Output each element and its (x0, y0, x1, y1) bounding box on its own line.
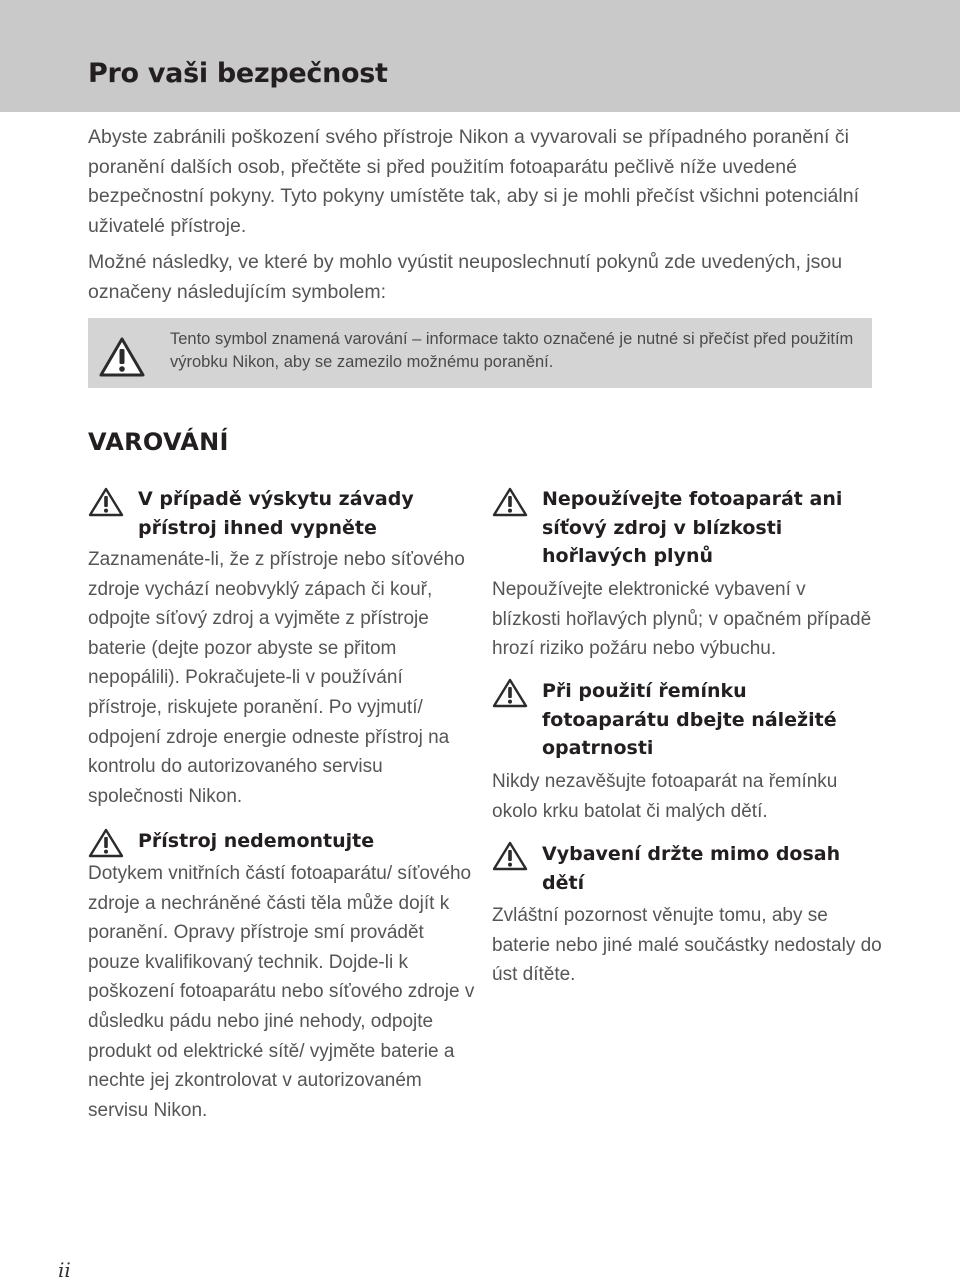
section-heading-varovani: VAROVÁNÍ (88, 428, 229, 456)
warning-body-disassemble: Dotykem vnitřních částí fotoaparátu/ síťového zdroje a nechráněné části těla může dojít k poranění. Opravy přístroje smí provádět pouze kvalifikovaný technik. Dojde-li k poškození fotoaparátu nebo síťového zdroje v důsledku pádu nebo jiné nehody, odpojte produkt od elektrické sítě/ vyjměte baterie a nechte jej zkontrolovat v autorizovaném servisu Nikon. (88, 863, 475, 1121)
intro-paragraph-symbol: Možné následky, ve které by mohlo vyústit neuposlechnutí pokynů zde uvedených, jsou označeny následujícím symbolem: (88, 251, 843, 303)
warning-body-flammable-gas: Nepoužívejte elektronické vybavení v blízkosti hořlavých plynů; v opačném případě hrozí riziko požáru nebo výbuchu. (492, 579, 872, 660)
warning-triangle-icon (98, 336, 146, 383)
page-title: Pro vaši bezpečnost (88, 58, 388, 89)
warning-title-flammable-gas: Nepoužívejte fotoaparát ani síťový zdroj v blízkosti hořlavých plynů (542, 488, 843, 567)
warning-title-disassemble: Přístroj nedemontujte (138, 830, 375, 852)
warning-body-strap: Nikdy nezavěšujte fotoaparát na řemínku okolo krku batolat či malých dětí. (492, 771, 838, 822)
warning-body-children: Zvláštní pozornost věnujte tomu, aby se baterie nebo jiné malé součástky nedostaly do úst dítěte. (492, 905, 882, 986)
warning-triangle-icon (492, 841, 528, 876)
warning-body-malfunction: Zaznamenáte-li, že z přístroje nebo síťového zdroje vychází neobvyklý zápach či kouř, odpojte síťový zdroj a vyjměte z přístroje baterie (dejte pozor abyste se přitom nepopálili). Pokračujete-li v používání přístroje, riskujete poranění. Po vyjmutí/ odpojení zdroje energie odneste přístroj na kontrolu do autorizovaného servisu společnosti Nikon. (88, 549, 465, 807)
warning-title-strap: Při použití řemínku fotoaparátu dbejte náležité opatrnosti (542, 680, 837, 759)
intro-paragraph: Abyste zabránili poškození svého přístroje Nikon a vyvarovali se případného poranění či poranění dalších osob, přečtěte si před použitím fotoaparátu pečlivě níže uvedené bezpečnostní pokyny. Tyto pokyny umístěte tak, aby si je mohli přečíst všichni potenciální uživatelé přístroje. (88, 126, 860, 237)
warning-triangle-icon (492, 678, 528, 713)
page-number: ii (58, 1258, 71, 1282)
warning-title-children: Vybavení držte mimo dosah dětí (542, 843, 841, 894)
warning-title-malfunction: V případě výskytu závady přístroj ihned vypněte (138, 488, 414, 539)
warning-triangle-icon (88, 828, 124, 863)
warning-triangle-icon (492, 487, 528, 522)
notice-text: Tento symbol znamená varování – informace takto označené je nutné si přečíst před použitím výrobku Nikon, aby se zamezilo možnému poranění. (170, 330, 854, 371)
warning-triangle-icon (88, 487, 124, 522)
warning-symbol-notice (88, 318, 872, 388)
header-band (0, 0, 960, 112)
